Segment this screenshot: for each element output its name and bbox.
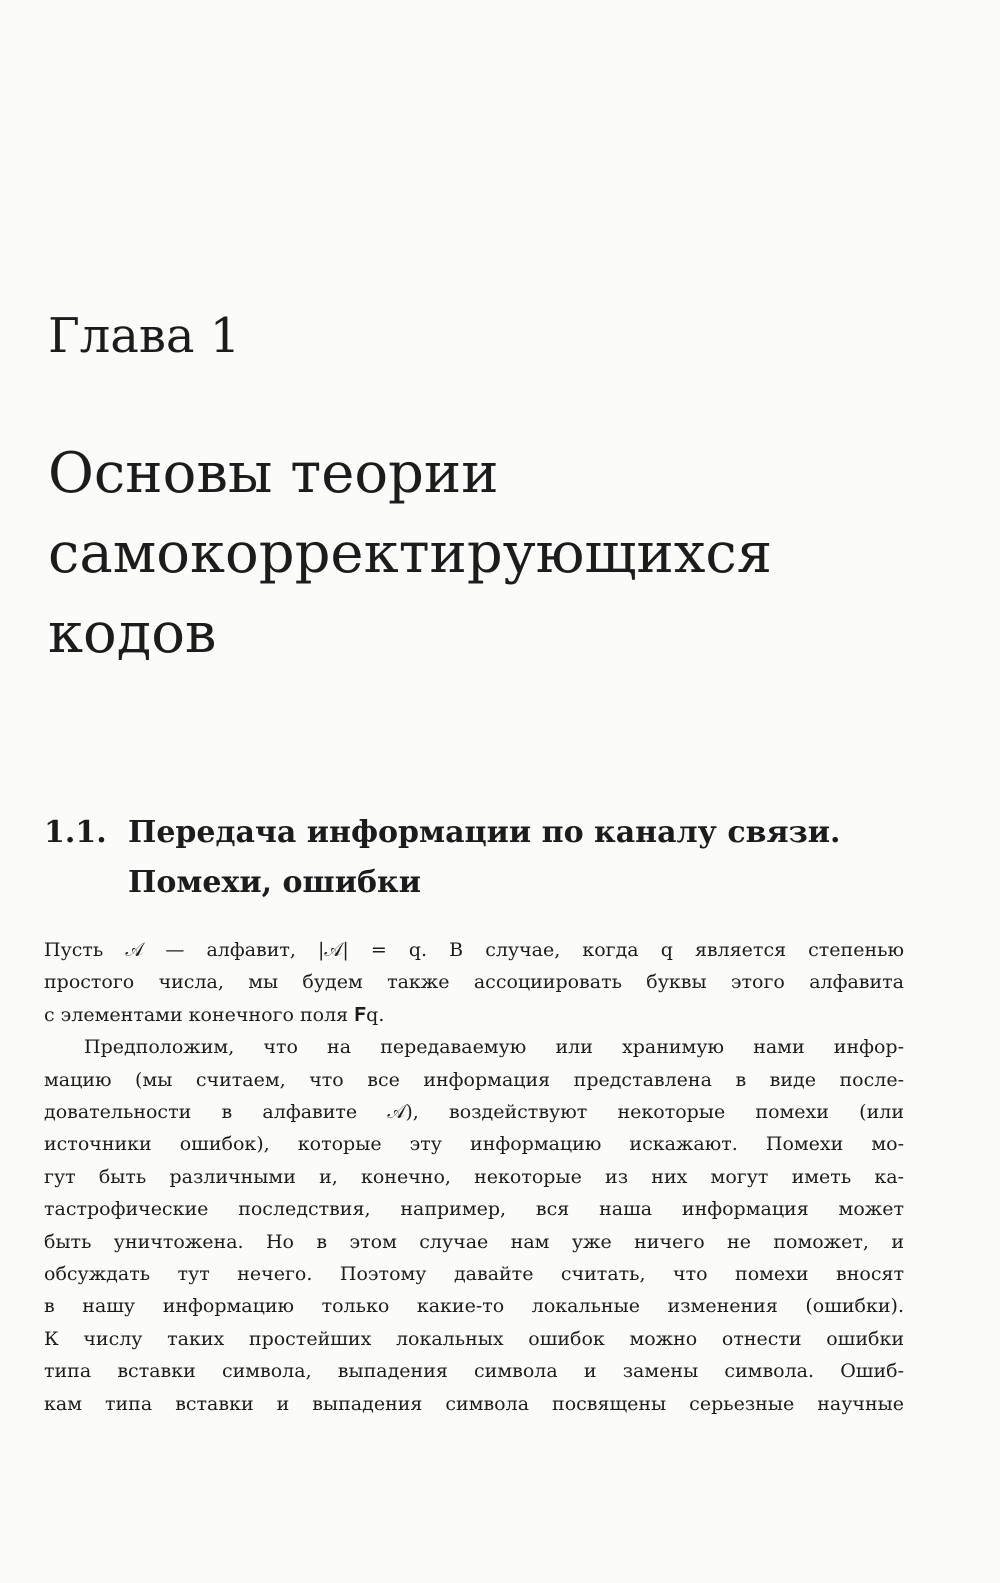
- text-line: с элементами конечного поля 𝐅q.: [44, 1003, 385, 1026]
- section-number: 1.1.: [44, 815, 107, 850]
- section-title-line: Помехи, ошибки: [128, 865, 421, 900]
- text-line: источники ошибок), которые эту информацию искажают. Помехи мо-: [44, 1133, 904, 1156]
- chapter-title-line: кодов: [48, 601, 217, 666]
- text-line: довательности в алфавите 𝒜), воздействуют некоторые помехи (или: [44, 1101, 904, 1124]
- text-line: гут быть различными и, конечно, некоторые из них могут иметь ка-: [44, 1165, 904, 1188]
- text-line: кам типа вставки и выпадения символа посвящены серьезные научные: [44, 1392, 904, 1415]
- section-title-line: Передача информации по каналу связи.: [128, 815, 841, 850]
- chapter-title: [48, 434, 948, 674]
- section-title: [128, 808, 840, 908]
- chapter-label: Глава 1: [48, 308, 241, 364]
- text-line: Пусть 𝒜 — алфавит, |𝒜| = q. В случае, когда q является степенью: [44, 939, 904, 961]
- text-line: обсуждать тут нечего. Поэтому давайте считать, что помехи вносят: [44, 1263, 904, 1286]
- chapter-title-line: самокорректирующихся: [48, 521, 773, 586]
- text-line: простого числа, мы будем также ассоциировать буквы этого алфавита: [44, 971, 904, 994]
- text-line: типа вставки символа, выпадения символа и замены символа. Ошиб-: [44, 1360, 904, 1383]
- text-line: в нашу информацию только какие-то локальные изменения (ошибки).: [44, 1295, 904, 1318]
- text-line: Предположим, что на передаваемую или хранимую нами инфор-: [84, 1036, 904, 1059]
- paragraph: [44, 934, 904, 1031]
- body-text: [44, 934, 904, 1420]
- text-line: быть уничтожена. Но в этом случае нам уже ничего не поможет, и: [44, 1230, 904, 1253]
- text-line: тастрофические последствия, например, вся наша информация может: [44, 1198, 904, 1221]
- text-line: К числу таких простейших локальных ошибок можно отнести ошибки: [44, 1327, 904, 1350]
- chapter-title-line: Основы теории: [48, 441, 499, 506]
- text-line: мацию (мы считаем, что все информация представлена в виде после-: [44, 1068, 904, 1091]
- paragraph: [44, 1031, 904, 1420]
